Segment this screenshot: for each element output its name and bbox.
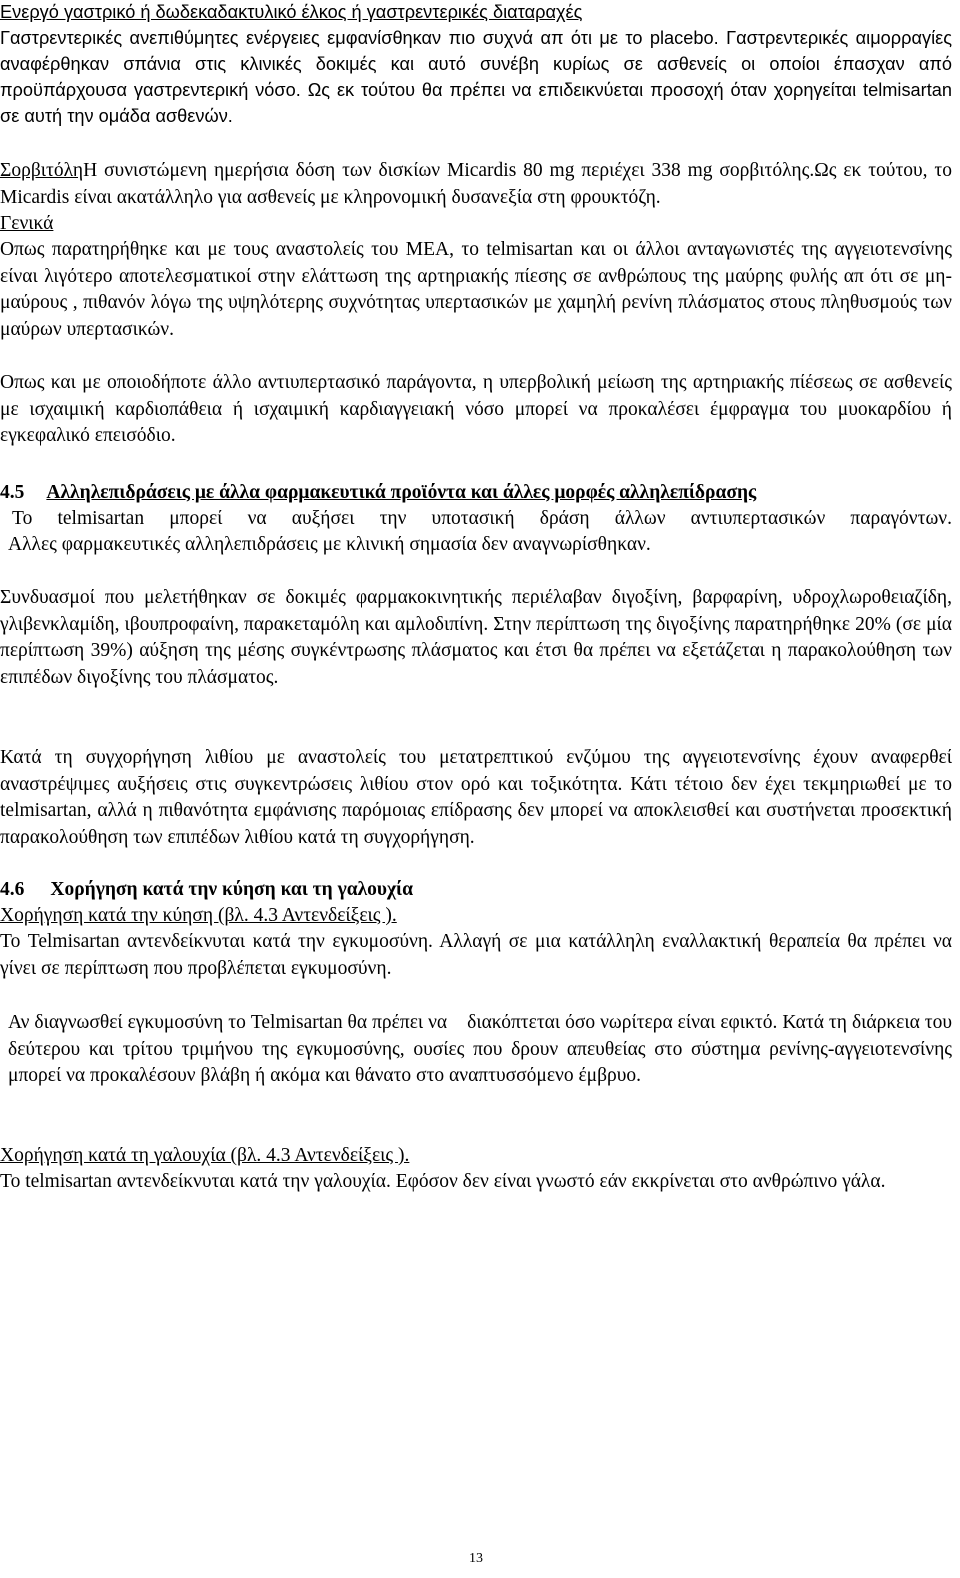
general-paragraph-2: Οπως και με οποιοδήποτε άλλο αντιυπερτασικό παράγοντα, η υπερβολική μείωση της αρτηριακής πίέσεως σε ασθενείς με ισχαιμική καρδιοπάθεια ή ισχαιμική καρδιαγγειακή νόσο μπορεί να προκαλέσει έμφραγμα του μυοκαρδίου ή εγκεφαλικό επεισόδιο. [0,372,952,447]
sorbitol-term: Σορβιτόλη [0,160,84,181]
sorbitol-text-2: Ως εκ τούτου, το Micardis είναι ακατάλληλο για ασθενείς με κληρονομική δυσανεξία στη φρουκτόζη. [0,160,953,208]
pregnancy-text-a: Αν διαγνωσθεί εγκυμοσύνη το Telmisartan θα πρέπει να [8,1012,448,1033]
page-number: 13 [469,1551,483,1566]
section-4-6-title: Χορήγηση κατά την κύηση και τη γαλουχία [50,879,413,900]
combination-text: Συνδυασμοί που μελετήθηκαν σε δοκιμές φαρμακοκινητικής περιέλαβαν διγοξίνη, βαρφαρίνη, υδροχλωροθειαζίδη, γλιβενκλαμίδη, ιβουπροφαίνη, παρακεταμόλη και αμλοδιπίνη. [0,587,952,635]
general-heading: Γενικά [0,213,54,234]
gi-paragraph [0,25,952,129]
section-4-6-heading [0,877,952,904]
gi-paragraph-caution: Ως εκ τούτου θα πρέπει να επιδεικνύεται προσοχή όταν χορηγείται telmisartan σε αυτή την ομάδα ασθενών. [0,80,952,126]
digoxin-text: Στην περίπτωση της διγοξίνης παρατηρήθηκε 20% (σε μία περίπτωση 39%) αύξηση της μέσης συγκέντρωσης πλάσματος και έτσι θα πρέπει να εξετάζεται η παρακολούθηση των επιπέδων διγοξίνης του πλάσματος. [0,613,952,688]
lithium-paragraph [0,745,952,851]
interaction-line-2: Αλλες φαρμακευτικές αλληλεπιδράσεις με κλινική σημασία δεν αναγνωρίσθηκαν. [8,534,651,555]
lactation-paragraph: Το telmisartan αντενδείκνυται κατά την γαλουχία. Εφόσον δεν είναι γνωστό εάν εκκρίνεται στο ανθρώπινο γάλα. [0,1171,886,1192]
general-paragraph-1: Οπως παρατηρήθηκε και με τους αναστολείς του ΜΕΑ, το telmisartan και οι άλλοι ανταγωνιστές της αγγειοτενσίνης είναι λιγότερο αποτελεσματικοί στην ελάττωση της αρτηριακής πίεσης σε ανθρώπους της μαύρης φυλής απ ότι σε μη-μαύρους , πιθανόν λόγω της υψηλότερης συχνότητας υπερτασικών με χαμηλή ρενίνη πλάσματος στους πληθυσμούς των μαύρων υπερτασικών. [0,239,952,340]
gi-paragraph-text: Γαστρεντερικές ανεπιθύμητες ενέργειες εμφανίσθηκαν πιο συχνά απ ότι με το placebo. Γαστρεντερικές αιμορραγίες αναφέρθηκαν σπάνια στις κλινικές δοκιμές και αυτό συνέβη κυρίως σε ασθενείς οι οποίοι έπασχαν από προϋπάρχουσα γαστρεντερική νόσο. [0,28,952,100]
section-4-5-number: 4.5 [0,482,25,503]
lithium-text: Κατά τη συγχορήγηση λιθίου με αναστολείς του μετατρεπτικού ενζύμου της αγγειοτενσίνης έχουν αναφερθεί αναστρέψιμες αυξήσεις στις συγκεντρώσεις λιθίου στον ορό και τοξικότητα. [0,747,952,795]
interaction-line-1: Το telmisartan μπορεί να αυξήσει την υποτασική δράση άλλων αντιυπερτασικών παραγόντων. [12,508,952,529]
lactation-heading: Χορήγηση κατά τη γαλουχία (βλ. 4.3 Αντενδείξεις ). [0,1145,410,1166]
pregnancy-paragraph-2 [8,1010,952,1090]
sorbitol-paragraph [0,158,952,211]
section-4-5-title: Αλληλεπιδράσεις με άλλα φαρμακευτικά προϊόντα και άλλες μορφές αλληλεπίδρασης [46,482,757,503]
combination-paragraph [0,585,952,691]
section-4-5-heading [0,480,952,507]
pregnancy-heading: Χορήγηση κατά την κύηση (βλ. 4.3 Αντενδείξεις ). [0,905,397,926]
pregnancy-text-c: Κατά τη διάρκεια του δεύτερου και τρίτου τριμήνου της εγκυμοσύνης, ουσίες που δρουν απευθείας στο σύστημα ρενίνης-αγγειοτενσίνης μπορεί να προκαλέσουν βλάβη ή ακόμα και θάνατο στο αναπτυσσόμενο έμβρυο. [8,1012,953,1087]
lithium-text-2: Κάτι τέτοιο δεν έχει τεκμηριωθεί με το telmisartan, αλλά η πιθανότητα εμφάνισης παρόμοιας επίδρασης δεν μπορεί να αποκλεισθεί και συστήνεται προσεκτική παρακολούθηση των επιπέδων λιθίου κατά τη συγχορήγηση. [0,773,953,848]
pregnancy-text-b: διακόπτεται όσο νωρίτερα είναι εφικτό. [467,1012,778,1033]
section-4-6-number: 4.6 [0,879,25,900]
gi-heading: Ενεργό γαστρικό ή δωδεκαδακτυλικό έλκος ή γαστρεντερικές διαταραχές [0,2,583,22]
sorbitol-text: Η συνιστώμενη ημερήσια δόση των δισκίων Micardis 80 mg περιέχει 338 mg σορβιτόλης. [83,160,815,181]
pregnancy-paragraph-1: Το Telmisartan αντενδείκνυται κατά την εγκυμοσύνη. Αλλαγή σε μια κατάλληλη εναλλακτική θεραπεία θα πρέπει να γίνει σε περίπτωση που προβλέπεται εγκυμοσύνη. [0,931,952,979]
